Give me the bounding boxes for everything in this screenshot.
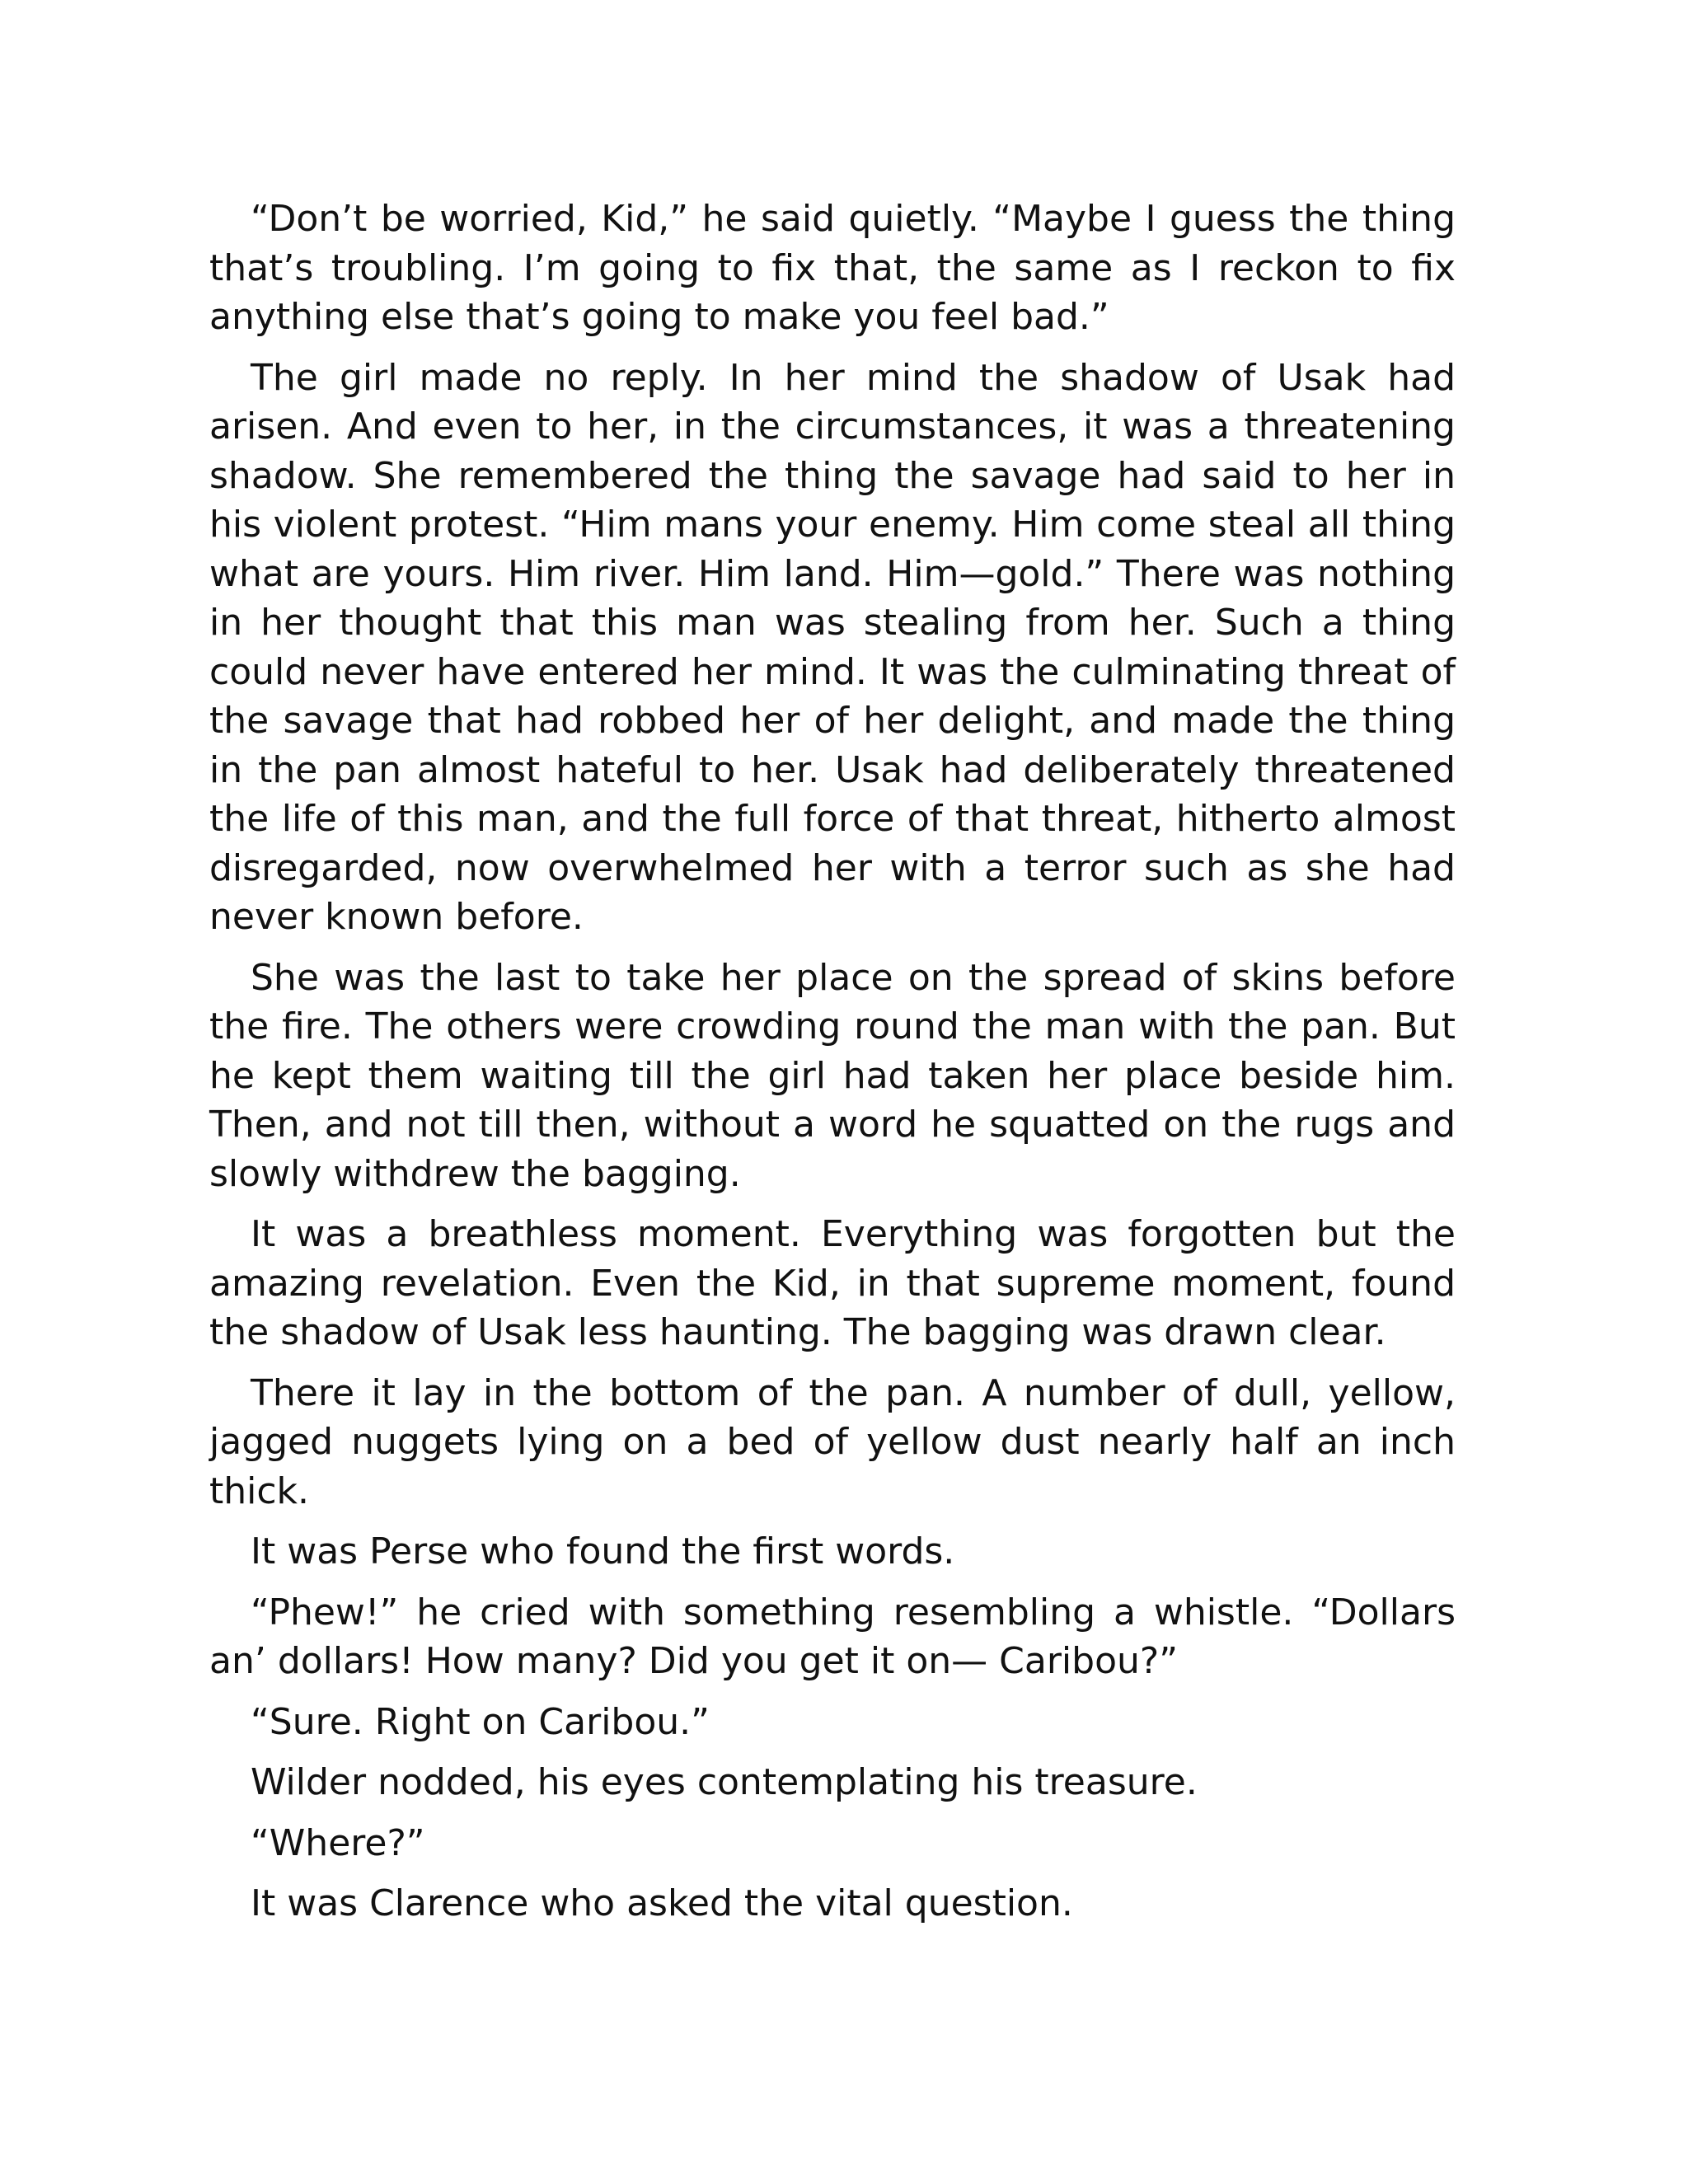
paragraph-3: She was the last to take her place on the spread of skins before the fire. The others were crowding round the man with the pan. But he kept them waiting till the girl had taken her place beside him. Then, and not till then, without a word he squatted on the rugs and slowly withdrew the bagging. [209, 956, 1456, 1195]
paragraph-5: There it lay in the bottom of the pan. A number of dull, yellow, jagged nuggets lying on a bed of yellow dust nearly half an inch thick. [209, 1371, 1456, 1512]
paragraph-9: Wilder nodded, his eyes contemplating his treasure. [251, 1761, 1198, 1803]
paragraph-10: “Where?” [251, 1821, 425, 1864]
paragraph-4: It was a breathless moment. Everything was forgotten but the amazing revelation. Even the Kid, in that supreme moment, found the shadow of Usak less haunting. The bagging was drawn clear. [209, 1213, 1456, 1353]
paragraph-8: “Sure. Right on Caribou.” [251, 1700, 710, 1743]
paragraph-11: It was Clarence who asked the vital question. [251, 1882, 1073, 1924]
paragraph-2: The girl made no reply. In her mind the shadow of Usak had arisen. And even to her, in the circumstances, it was a threatening shadow. She remembered the thing the savage had said to her in his violent protest. “Him mans your enemy. Him come steal all thing what are yours. Him river. Him land. Him—gold.” There was nothing in her thought that this man was stealing from her. Such a thing could never have entered her mind. It was the culminating threat of the savage that had robbed her of her delight, and made the thing in the pan almost hateful to her. Usak had deliberately threatened the life of this man, and the full force of that threat, hitherto almost disregarded, now overwhelmed her with a terror such as she had never known before. [209, 356, 1456, 938]
paragraph-6: It was Perse who found the first words. [251, 1530, 955, 1572]
body-text [209, 194, 1456, 1940]
paragraph-1: “Don’t be worried, Kid,” he said quietly. “Maybe I guess the thing that’s troubling. I’m going to fix that, the same as I reckon to fix anything else that’s going to make you feel bad.” [209, 198, 1456, 338]
paragraph-7: “Phew!” he cried with something resembling a whistle. “Dollars an’ dollars! How many? Did you get it on— Caribou?” [209, 1591, 1456, 1682]
